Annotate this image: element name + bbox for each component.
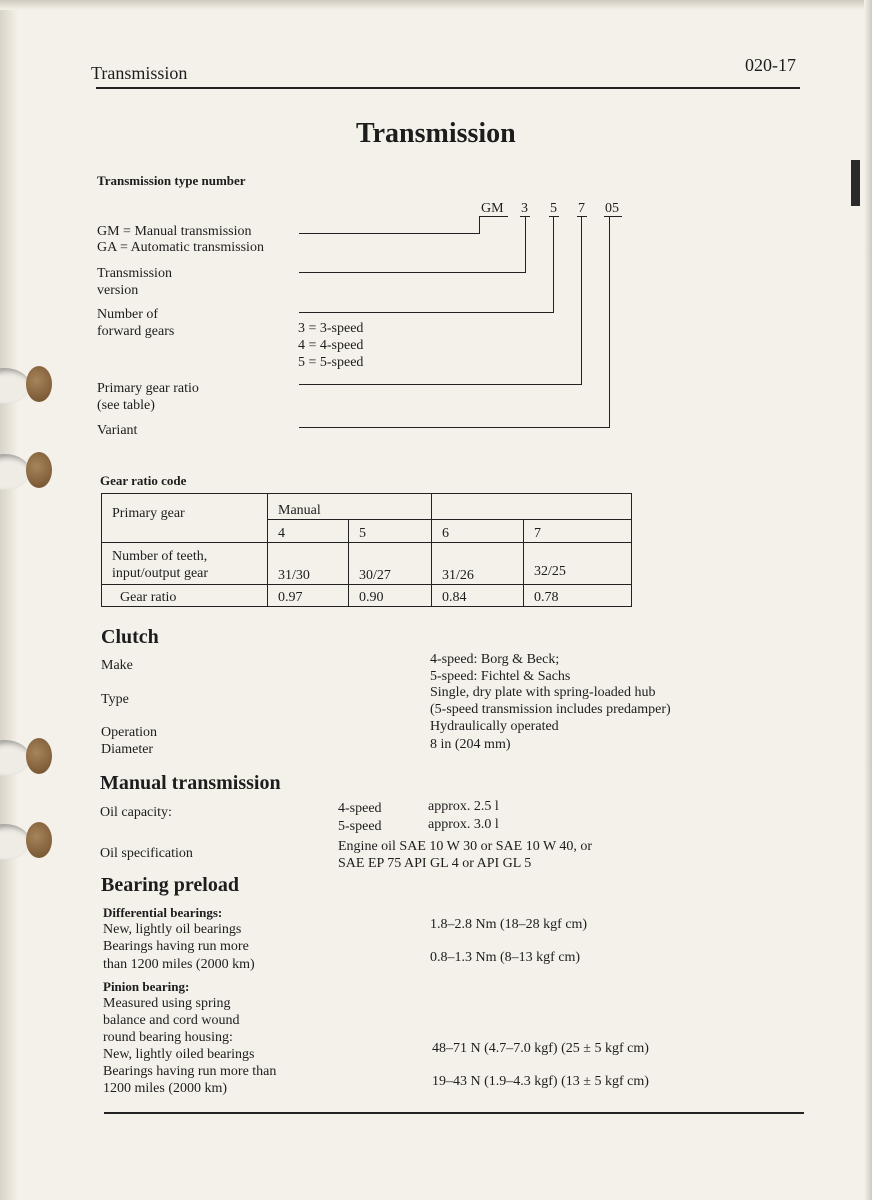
- clutch-type-value: Single, dry plate with spring-loaded hub: [430, 685, 656, 700]
- ga-definition: GA = Automatic transmission: [97, 240, 264, 255]
- empty-header-cell: [432, 494, 632, 520]
- diff-run-label: than 1200 miles (2000 km): [103, 957, 255, 972]
- teeth-label-line: input/output gear: [112, 566, 209, 581]
- pinion-note: round bearing housing:: [103, 1030, 233, 1045]
- capacity-5-speed-label: 5-speed: [338, 819, 382, 834]
- ratio-value: 0.78: [524, 585, 632, 607]
- leader-line: [525, 216, 526, 272]
- pinion-run-label: 1200 miles (2000 km): [103, 1081, 228, 1096]
- capacity-5-speed-value: approx. 3.0 l: [428, 817, 499, 832]
- page-right-edge: [864, 0, 872, 1200]
- oil-capacity-label: Oil capacity:: [100, 805, 172, 820]
- ratio-value: 0.84: [432, 585, 524, 607]
- teeth-label: [102, 543, 268, 585]
- diff-run-value: 0.8–1.3 Nm (8–13 kgf cm): [430, 950, 581, 965]
- oil-spec-label: Oil specification: [100, 846, 193, 861]
- leader-line: [299, 312, 554, 313]
- page-title: Transmission: [356, 118, 516, 149]
- teeth-value: 31/26: [432, 543, 524, 585]
- punch-hole: [0, 454, 30, 490]
- gear-code: 6: [432, 520, 524, 543]
- clutch-heading: Clutch: [101, 626, 159, 648]
- page-top-edge: [0, 0, 872, 10]
- footer-rule: [104, 1112, 804, 1114]
- pinion-note: Measured using spring: [103, 996, 231, 1011]
- code-digit-2: 5: [550, 201, 557, 216]
- gm-definition: GM = Manual transmission: [97, 224, 252, 239]
- code-digit-1: 3: [521, 201, 528, 216]
- code-digit-3: 7: [578, 201, 585, 216]
- punch-hole: [0, 824, 30, 860]
- leader-line: [299, 384, 582, 385]
- leader-line: [299, 233, 480, 234]
- teeth-value: 32/25: [524, 543, 632, 585]
- ratio-value: 0.90: [349, 585, 432, 607]
- punch-hole: [0, 368, 30, 404]
- pinion-run-value: 19–43 N (1.9–4.3 kgf) (13 ± 5 kgf cm): [432, 1074, 649, 1089]
- gear-code: 7: [524, 520, 632, 543]
- gears-label: forward gears: [97, 324, 175, 339]
- section-tab-marker: [851, 160, 860, 206]
- gear-ratio-table: [101, 493, 632, 607]
- teeth-value: 31/30: [268, 543, 349, 585]
- clutch-type-label: Type: [101, 692, 129, 707]
- clutch-diameter-value: 8 in (204 mm): [430, 737, 511, 752]
- pinion-new-label: New, lightly oiled bearings: [103, 1047, 255, 1062]
- pinion-new-value: 48–71 N (4.7–7.0 kgf) (25 ± 5 kgf cm): [432, 1041, 649, 1056]
- variant-label: Variant: [97, 423, 138, 438]
- pinion-note: balance and cord wound: [103, 1013, 240, 1028]
- leader-line: [553, 216, 554, 312]
- capacity-4-speed-value: approx. 2.5 l: [428, 799, 499, 814]
- leader-line: [609, 216, 610, 427]
- gears-label: Number of: [97, 307, 159, 322]
- diff-new-label: New, lightly oil bearings: [103, 922, 242, 937]
- diff-new-value: 1.8–2.8 Nm (18–28 kgf cm): [430, 917, 588, 932]
- clutch-make-value: 4-speed: Borg & Beck;: [430, 652, 560, 667]
- teeth-value: 30/27: [349, 543, 432, 585]
- clutch-make-label: Make: [101, 658, 133, 673]
- manual-header: Manual: [268, 494, 432, 520]
- differential-bearings-heading: Differential bearings:: [103, 905, 223, 920]
- code-underline: [604, 216, 622, 217]
- clutch-diameter-label: Diameter: [101, 742, 154, 757]
- pinion-run-label: Bearings having run more than: [103, 1064, 277, 1079]
- version-label: Transmission: [97, 266, 172, 281]
- manual-transmission-heading: Manual transmission: [100, 772, 281, 794]
- clutch-type-value: (5-speed transmission includes predamper): [430, 702, 671, 717]
- ratio-row-label: Gear ratio: [102, 585, 268, 607]
- code-underline: [577, 216, 587, 217]
- bearing-preload-heading: Bearing preload: [101, 874, 239, 896]
- diff-run-label: Bearings having run more: [103, 939, 249, 954]
- code-gm: GM: [481, 201, 504, 216]
- page-binding-shadow: [0, 0, 18, 1200]
- teeth-label-line: Number of teeth,: [112, 549, 208, 564]
- gear-code: 4: [268, 520, 349, 543]
- code-underline: [480, 216, 508, 217]
- gear-code: 5: [349, 520, 432, 543]
- leader-line: [299, 272, 526, 273]
- oil-spec-value: Engine oil SAE 10 W 30 or SAE 10 W 40, or: [338, 839, 593, 854]
- leader-line: [299, 427, 610, 428]
- running-header: Transmission: [91, 63, 188, 83]
- leader-line: [581, 216, 582, 384]
- clutch-operation-value: Hydraulically operated: [430, 719, 559, 734]
- ratio-value: 0.97: [268, 585, 349, 607]
- speed-option: 3 = 3-speed: [298, 321, 364, 336]
- speed-option: 5 = 5-speed: [298, 355, 364, 370]
- gear-ratio-heading: Gear ratio code: [100, 473, 187, 488]
- clutch-operation-label: Operation: [101, 725, 157, 740]
- code-digit-4: 05: [605, 201, 619, 216]
- code-underline: [549, 216, 559, 217]
- ratio-label: (see table): [97, 398, 155, 413]
- version-label: version: [97, 283, 139, 298]
- ratio-label: Primary gear ratio: [97, 381, 199, 396]
- punch-hole: [0, 740, 30, 776]
- type-number-heading: Transmission type number: [97, 173, 246, 188]
- page-number: 020-17: [745, 55, 796, 75]
- oil-spec-value: SAE EP 75 API GL 4 or API GL 5: [338, 856, 532, 871]
- pinion-bearing-heading: Pinion bearing:: [103, 979, 190, 994]
- leader-line: [479, 216, 480, 233]
- speed-option: 4 = 4-speed: [298, 338, 364, 353]
- header-rule: [96, 87, 800, 89]
- clutch-make-value: 5-speed: Fichtel & Sachs: [430, 669, 571, 684]
- capacity-4-speed-label: 4-speed: [338, 801, 382, 816]
- primary-gear-header: Primary gear: [102, 494, 268, 543]
